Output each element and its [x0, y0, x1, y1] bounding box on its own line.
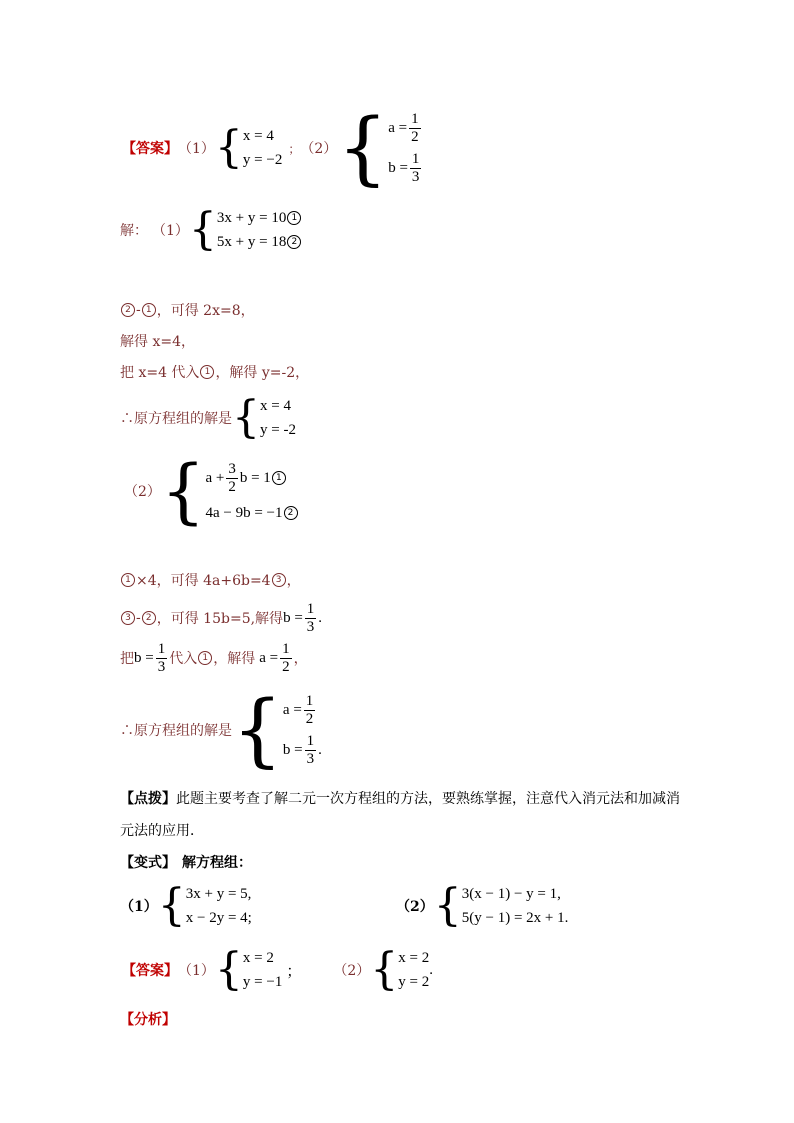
step-line-5: 3 - 2 ，可得 15b=5,解得 b = $\frac{1}{3}$ . — [120, 598, 322, 638]
step-line-2: 解得 x=4， — [120, 334, 195, 350]
tip-label: 【点拨】 — [120, 791, 176, 807]
tip-line-1: 【点拨】 此题主要考查了解二元一次方程组的方法，要熟练掌握，注意代入消元法和加减消 — [120, 787, 680, 809]
variant-heading: 【变式】 解方程组： — [120, 855, 252, 871]
separator: ； — [288, 141, 301, 156]
variant-system-2: （2） { 3(x − 1) − y = 1, 5(y − 1) = 2x + 1. — [396, 880, 569, 931]
part-1-label: （1） — [178, 141, 215, 157]
answer-2-line: 【答案】 （1） { x = 2 y = −1 ； （2） { x = 2 y = 2 . — [122, 944, 433, 995]
answer-2-system: { a = $\frac{1}{2}$ b = $\frac{1}{3}$ — [337, 101, 420, 194]
step-line-1: 2 - 1 ，可得 2x=8， — [120, 300, 255, 320]
variant-system-1: （1） { 3x + y = 5, x − 2y = 4; — [120, 880, 252, 931]
result-line-1: ∴原方程组的解是 { x = 4 y = -2 — [120, 392, 296, 443]
solution-2-system: （2） { a + $\frac{3}{2}$ b = 1 1 4a − 9b = −1 2 — [124, 456, 299, 526]
part-2-label: （2） — [300, 141, 338, 157]
solution-1-system: 解： （1） { 3x + y = 10 1 5x + y = 18 2 — [120, 206, 302, 254]
analysis-label: 【分析】 — [120, 1012, 176, 1028]
step-line-3: 把 x=4 代入 1 ，解得 y=-2， — [120, 365, 310, 381]
answer-label: 【答案】 — [122, 141, 178, 157]
answer-line — [122, 101, 423, 194]
result-line-2: ∴原方程组的解是 { a = $\frac{1}{2}$ b = $\frac{1}{3}$ . — [120, 683, 322, 776]
tip-line-2: 元法的应用． — [120, 823, 204, 839]
answer-1-system: { x = 4 y = −2 — [214, 122, 283, 173]
step-line-4: 1 ×4，可得 4a+6b=4 3 ， — [120, 570, 301, 590]
step-line-6: 把 b = $\frac{1}{3}$ 代入 1 ，解得 a = $\frac{1}{2}$ ， — [120, 640, 308, 675]
solution-label: 解： — [120, 223, 148, 239]
